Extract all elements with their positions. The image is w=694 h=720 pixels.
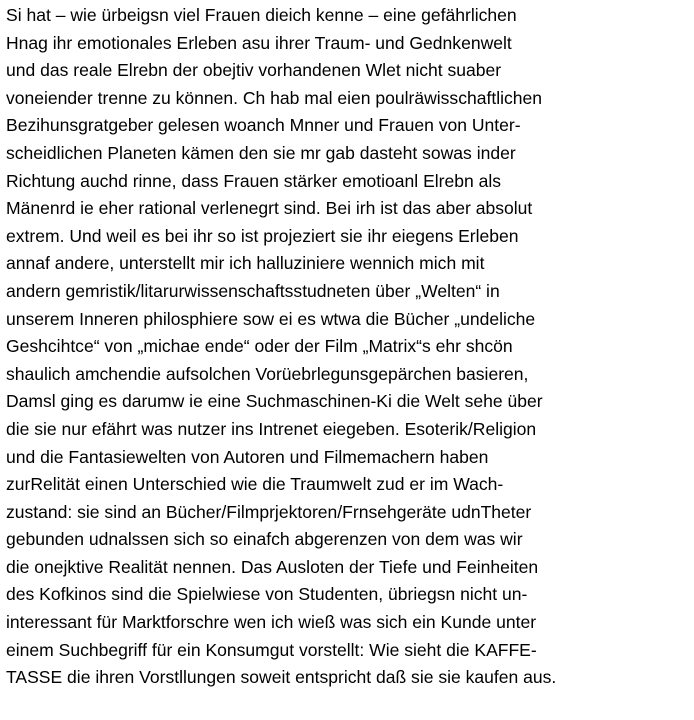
text-line: Geshcihtce“ von „michae ende“ oder der Film „Matrix“s ehr shcön [6, 336, 513, 357]
text-line: des Kofkinos sind die Spielwiese von Studenten, übriegsn nicht un- [6, 584, 528, 605]
text-line: zustand: sie sind an Bücher/Filmprjektoren/Frnsehgeräte udnTheter [6, 501, 532, 522]
paragraph [6, 2, 692, 692]
text-line: extrem. Und weil es bei ihr so ist projeziert sie ihr eiegens Erleben [6, 225, 519, 246]
text-line: Bezihunsgratgeber gelesen woanch Mnner und Frauen von Unter- [6, 115, 521, 136]
text-line: voneiender trenne zu können. Ch hab mal eien poulräwisschaftlichen [6, 87, 543, 108]
text-line: interessant für Marktforschre wen ich wieß was sich ein Kunde unter [6, 612, 537, 633]
text-line: TASSE die ihren Vorstllungen soweit entspricht daß sie sie kaufen aus. [6, 667, 557, 688]
text-line: einem Suchbegriff für ein Konsumgut vorstellt: Wie sieht die KAFFE- [6, 639, 537, 660]
text-line: zurRelität einen Unterschied wie die Traumwelt zud er im Wach- [6, 474, 504, 495]
text-line: Damsl ging es darumw ie eine Suchmaschinen-Ki die Welt sehe über [6, 391, 543, 412]
text-line: und die Fantasiewelten von Autoren und Filmemachern haben [6, 446, 489, 467]
text-line: unserem Inneren philosphiere sow ei es wtwa die Bücher „undeliche [6, 308, 536, 329]
text-line: andern gemristik/litarurwissenschaftsstudneten über „Welten“ in [6, 280, 500, 301]
text-line: shaulich amchendie aufsolchen Vorüebrlegunsgepärchen basieren, [6, 363, 529, 384]
text-line: gebunden udnalssen sich so einafch abgerenzen von dem was wir [6, 529, 523, 550]
text-line: Si hat – wie ürbeigsn viel Frauen dieich kenne – eine gefährlichen [6, 5, 517, 25]
text-line: die sie nur efährt was nutzer ins Intrenet eiegeben. Esoterik/Religion [6, 418, 537, 439]
text-line: Mänenrd ie eher rational verlenegrt sind. Bei irh ist das aber absolut [6, 198, 533, 219]
text-line: Richtung auchd rinne, dass Frauen stärker emotioanl Elrebn als [6, 170, 502, 191]
text-line: Hnag ihr emotionales Erleben asu ihrer Traum- und Gednkenwelt [6, 32, 512, 53]
text-line: die onejktive Realität nennen. Das Ausloten der Tiefe und Feinheiten [6, 556, 539, 577]
text-line: und das reale Elrebn der obejtiv vorhandenen Wlet nicht suaber [6, 60, 502, 81]
text-line: scheidlichen Planeten kämen den sie mr gab dasteht sowas inder [6, 142, 516, 163]
text-line: annaf andere, unterstellt mir ich halluziniere wennich mich mit [6, 253, 485, 274]
